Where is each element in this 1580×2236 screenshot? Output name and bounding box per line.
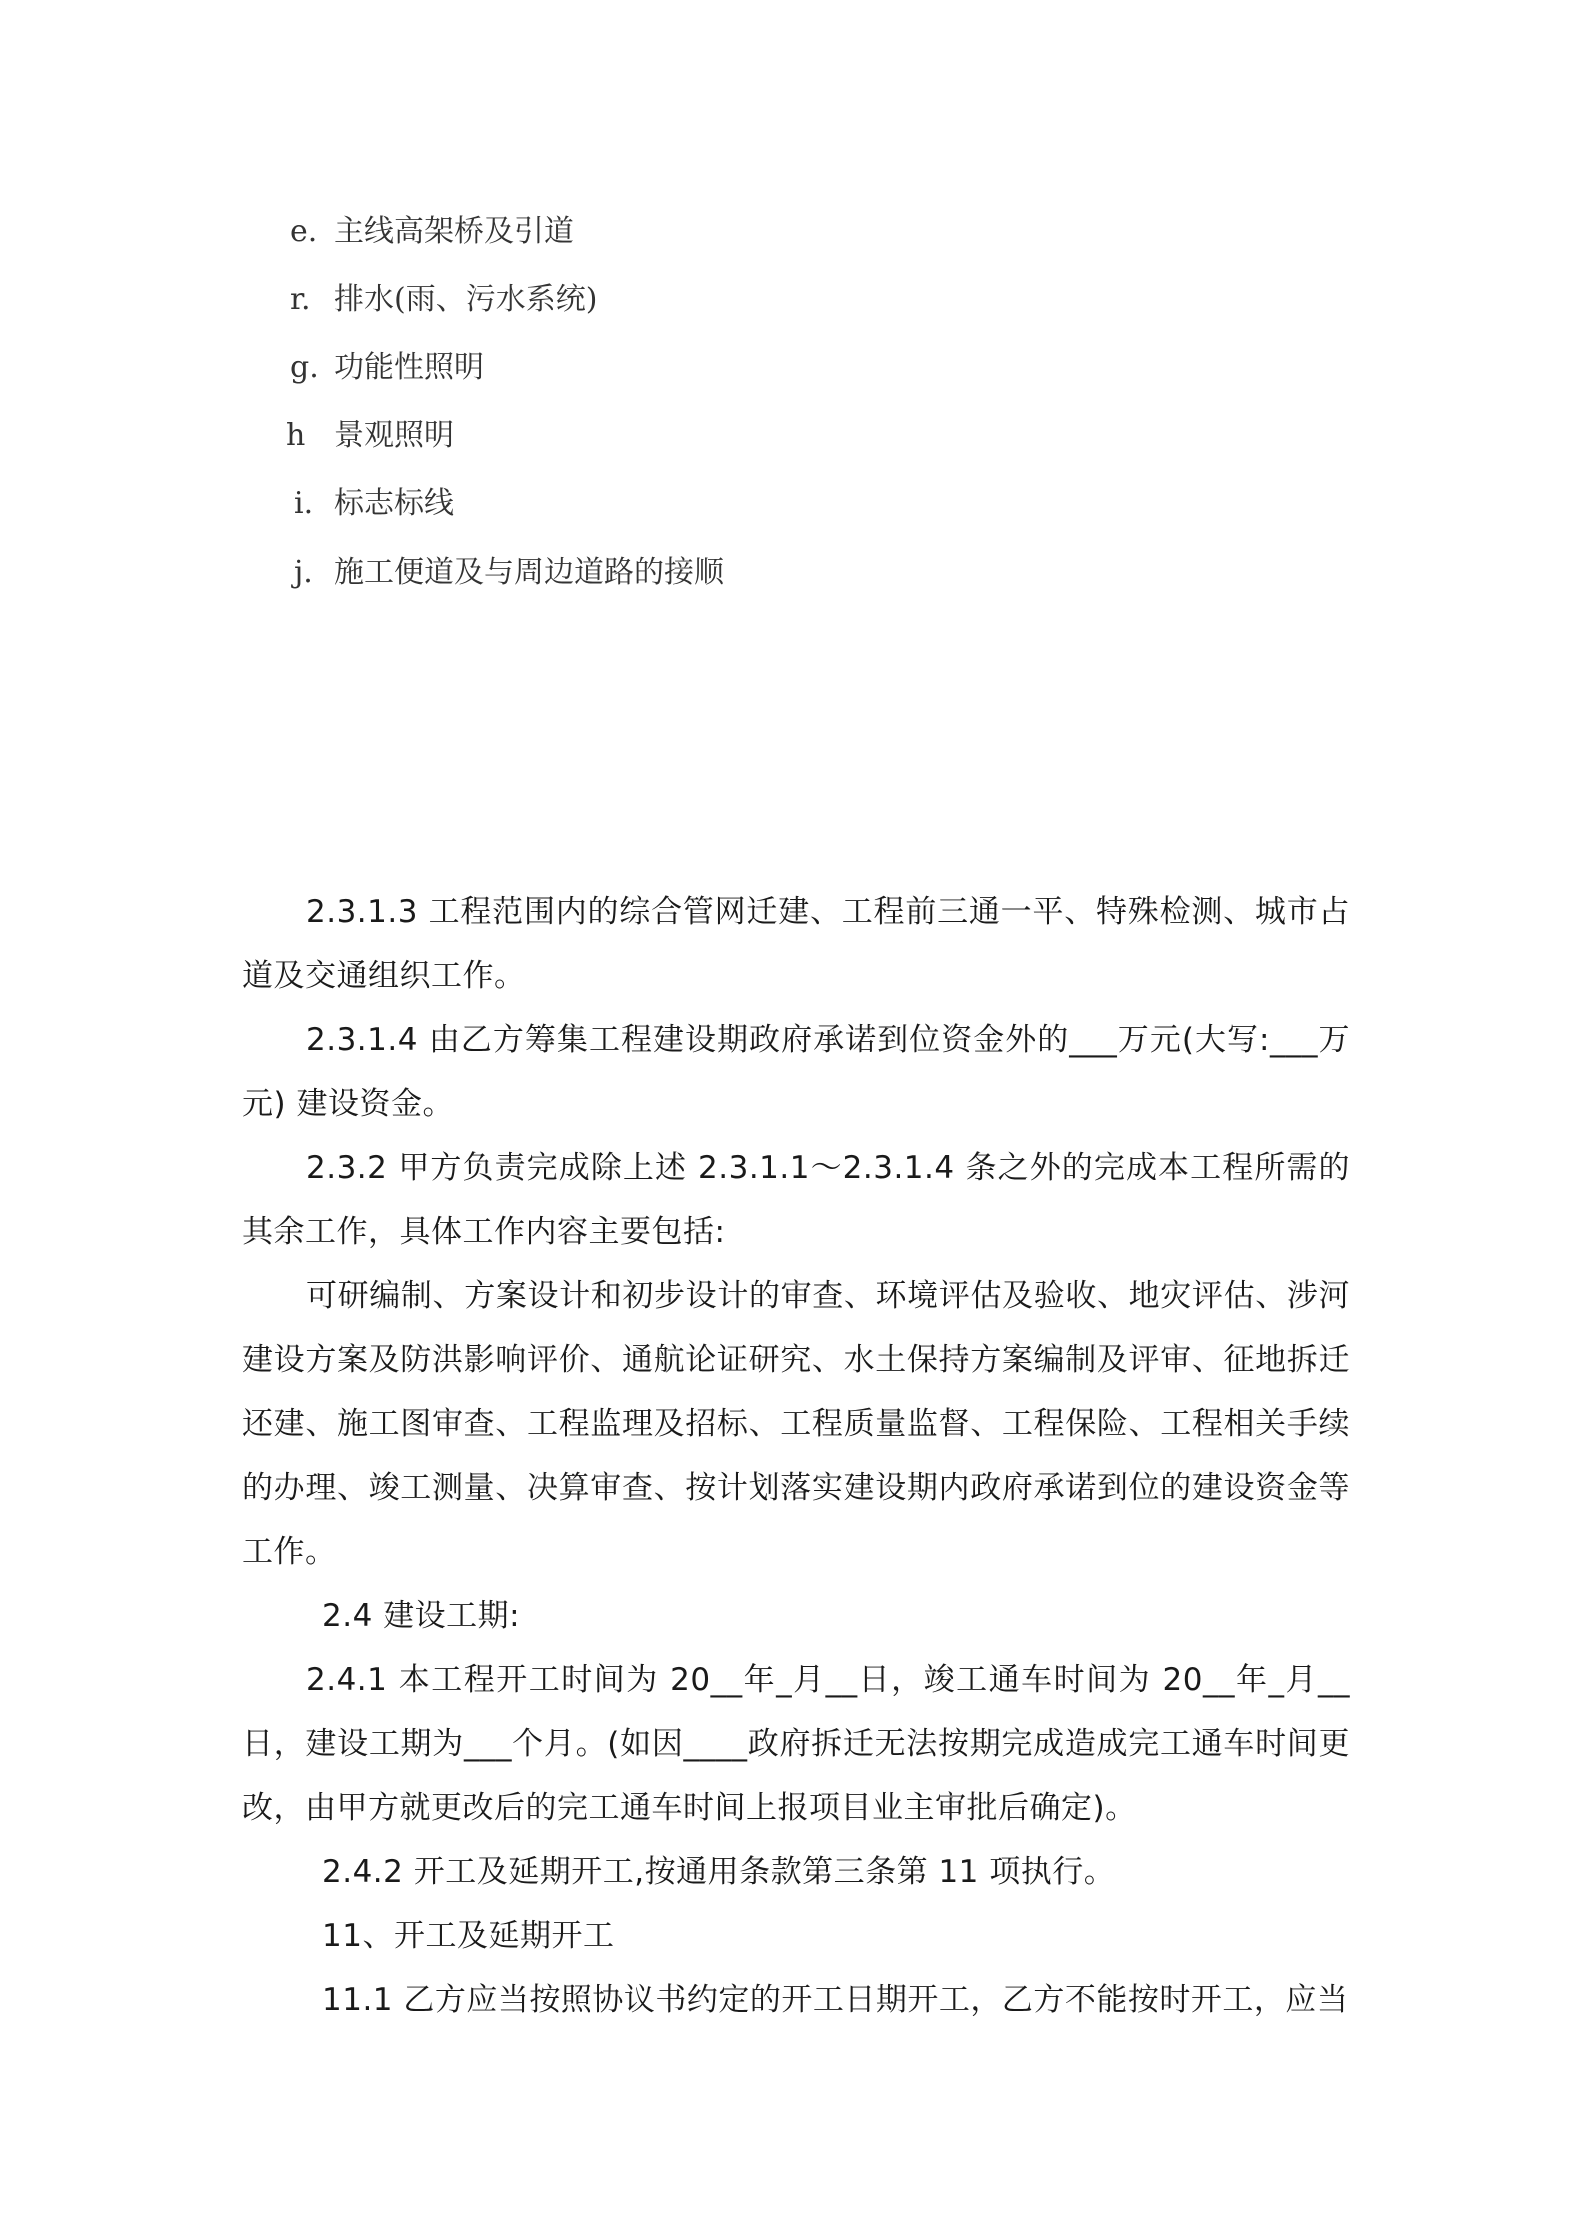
paragraph-2-3-1-4: 2.3.1.4 由乙方筹集工程建设期政府承诺到位资金外的___万元(大写:___万元) 建设资金。	[242, 1022, 1350, 1122]
paragraph-2-3-2: 2.3.2 甲方负责完成除上述 2.3.1.1～2.3.1.4 条之外的完成本工程所需的其余工作，具体工作内容主要包括:	[242, 1150, 1350, 1250]
list-marker: j.	[294, 555, 313, 590]
list-text: 标志标线	[334, 486, 454, 521]
list-text: 施工便道及与周边道路的接顺	[334, 555, 724, 590]
list-text: 排水(雨、污水系统)	[334, 282, 598, 317]
heading-2-4: 2.4 建设工期:	[322, 1598, 521, 1634]
list-marker: e.	[290, 214, 318, 249]
list-item	[294, 553, 724, 593]
paragraph-2-4-2: 2.4.2 开工及延期开工,按通用条款第三条第 11 项执行。	[322, 1854, 1116, 1890]
paragraph-2-3-1-3: 2.3.1.3 工程范围内的综合管网迁建、工程前三通一平、特殊检测、城市占道及交通组织工作。	[242, 894, 1350, 994]
heading-11: 11、开工及延期开工	[322, 1918, 615, 1954]
list-marker: h	[286, 418, 306, 453]
paragraph-work-content: 可研编制、方案设计和初步设计的审查、环境评估及验收、地灾评估、涉河建设方案及防洪影响评价、通航论证研究、水土保持方案编制及评审、征地拆迁还建、施工图审查、工程监理及招标、工程质量监督、工程保险、工程相关手续的办理、竣工测量、决算审查、按计划落实建设期内政府承诺到位的建设资金等工作。	[242, 1278, 1350, 1570]
list-item	[290, 348, 484, 388]
paragraph-11-1: 11.1 乙方应当按照协议书约定的开工日期开工，乙方不能按时开工，应当	[322, 1982, 1349, 2018]
list-text: 主线高架桥及引道	[334, 214, 574, 249]
list-marker: i.	[294, 486, 314, 521]
list-marker: g.	[290, 350, 319, 385]
list-item	[290, 280, 598, 320]
list-text: 景观照明	[334, 418, 454, 453]
contract-body	[242, 880, 1350, 2032]
list-marker: r.	[290, 282, 311, 317]
list-item	[286, 416, 454, 456]
paragraph-2-4-1: 2.4.1 本工程开工时间为 20__年_月__日，竣工通车时间为 20__年_月__日，建设工期为___个月。(如因____政府拆迁无法按期完成造成完工通车时间更改，由甲方就更改后的完工通车时间上报项目业主审批后确定)。	[242, 1662, 1350, 1826]
list-item	[294, 484, 454, 524]
list-text: 功能性照明	[334, 350, 484, 385]
list-item	[290, 212, 574, 252]
